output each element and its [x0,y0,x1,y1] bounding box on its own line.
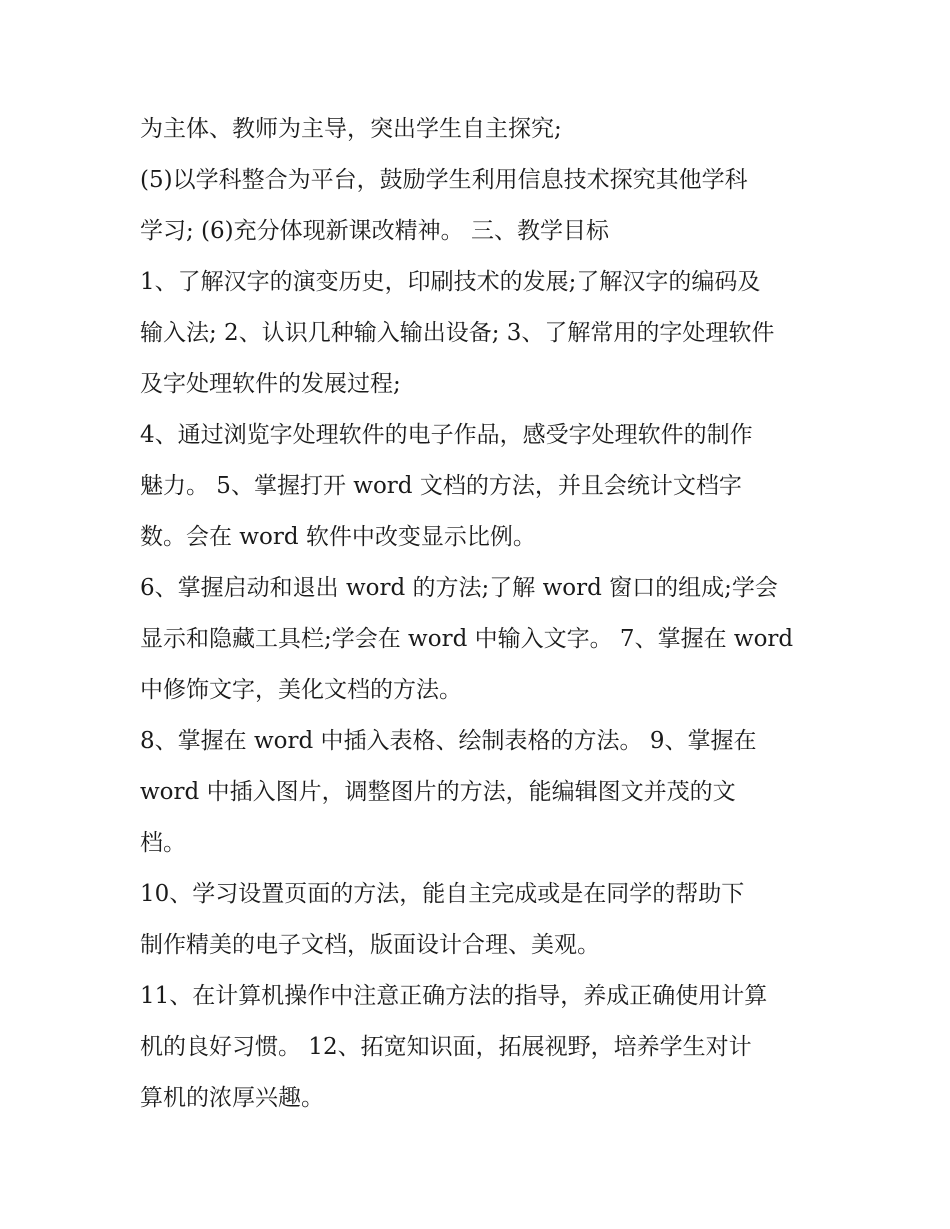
text-line: 中修饰文字，美化文档的方法。 [140,677,462,703]
text-line: 数。会在 word 软件中改变显示比例。 [140,524,536,550]
text-line: 为主体、教师为主导，突出学生自主探究; [140,116,562,142]
text-line: 6、掌握启动和退出 word 的方法;了解 word 窗口的组成;学会 [140,575,778,601]
text-line: 4、通过浏览字处理软件的电子作品，感受字处理软件的制作 [140,422,753,448]
text-line: 魅力。 5、掌握打开 word 文档的方法，并且会统计文档字 [140,473,742,499]
text-line: 档。 [140,830,186,856]
text-line: 学习; (6)充分体现新课改精神。 三、教学目标 [140,218,609,244]
text-line: 11、在计算机操作中注意正确方法的指导，养成正确使用计算 [140,983,768,1009]
document-body [140,104,830,1124]
text-line: (5)以学科整合为平台，鼓励学生利用信息技术探究其他学科 [140,167,748,193]
text-line: 及字处理软件的发展过程; [140,371,401,397]
text-line: word 中插入图片，调整图片的方法，能编辑图文并茂的文 [140,779,736,805]
text-line: 输入法; 2、认识几种输入输出设备; 3、了解常用的字处理软件 [140,320,775,346]
text-line: 10、学习设置页面的方法，能自主完成或是在同学的帮助下 [140,881,745,907]
text-line: 机的良好习惯。 12、拓宽知识面，拓展视野，培养学生对计 [140,1034,752,1060]
text-line: 显示和隐藏工具栏;学会在 word 中输入文字。 7、掌握在 word [140,626,794,652]
text-line: 制作精美的电子文档，版面设计合理、美观。 [140,932,600,958]
text-line: 8、掌握在 word 中插入表格、绘制表格的方法。 9、掌握在 [140,728,757,754]
text-line: 算机的浓厚兴趣。 [140,1085,324,1111]
text-line: 1、了解汉字的演变历史，印刷技术的发展;了解汉字的编码及 [140,269,761,295]
